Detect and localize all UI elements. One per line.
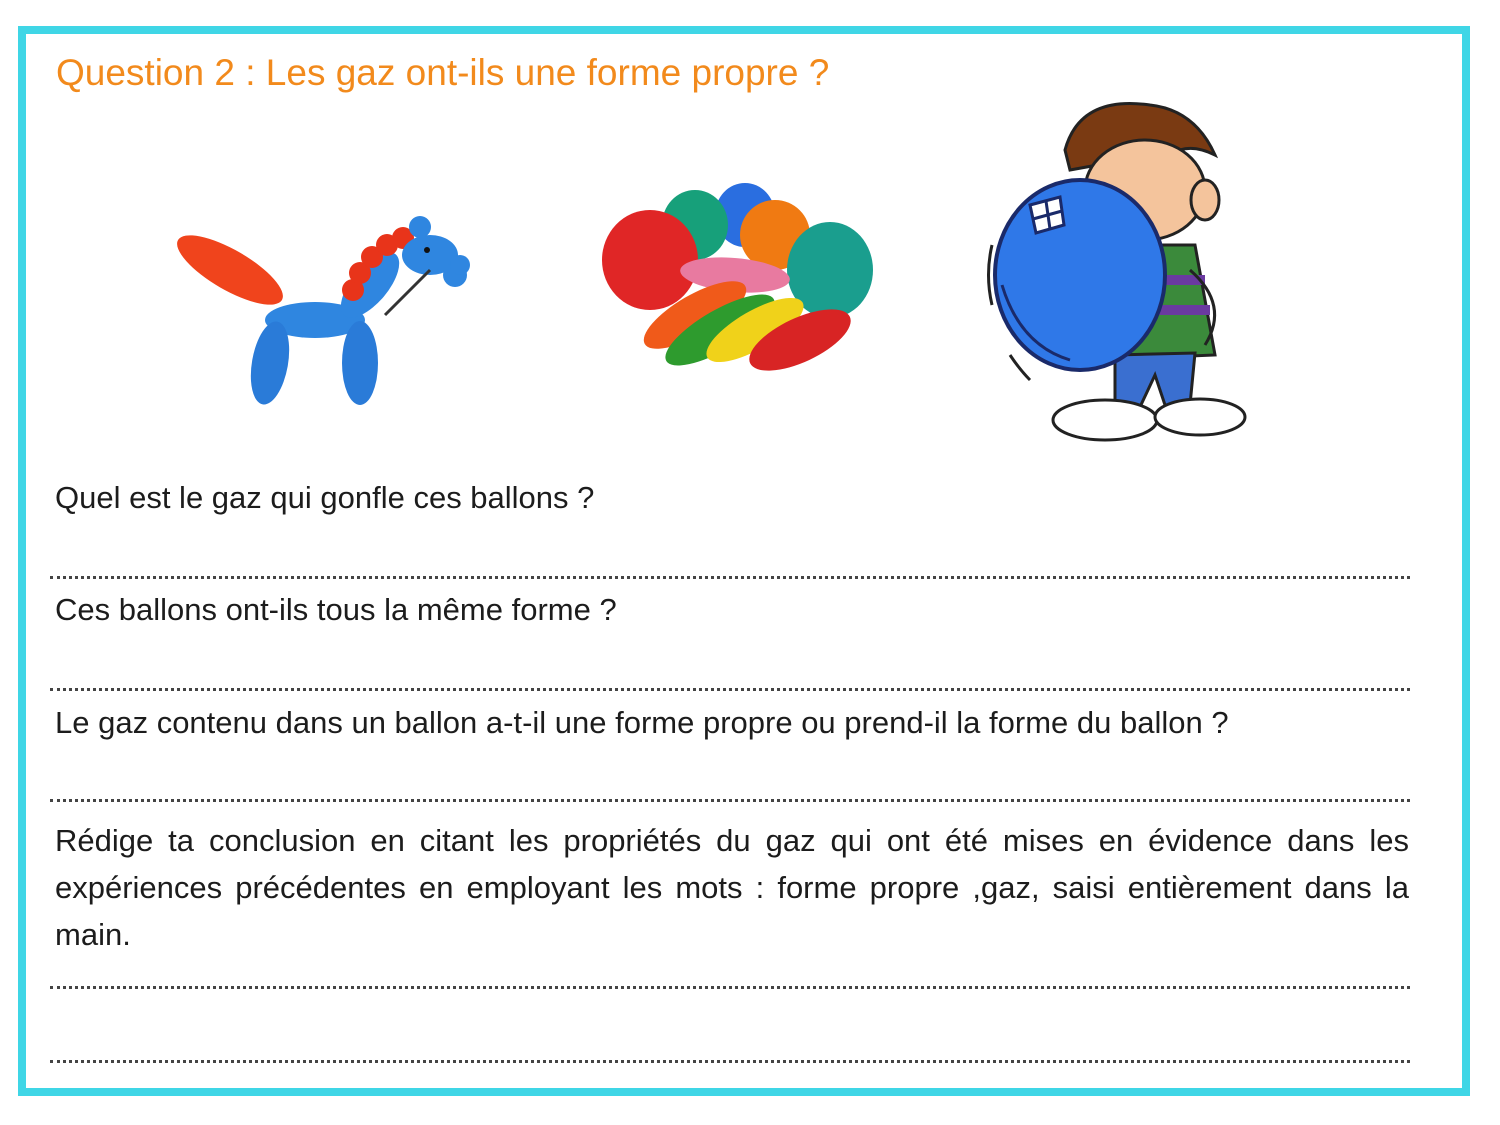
balloon-pile-icon <box>595 170 880 380</box>
question-2: Ces ballons ont-ils tous la même forme ? <box>55 592 617 627</box>
answer-line-2[interactable] <box>50 688 1410 691</box>
boy-blowing-balloon-icon <box>980 95 1280 450</box>
page-title: Question 2 : Les gaz ont-ils une forme propre ? <box>56 52 830 93</box>
conclusion-prompt: Rédige ta conclusion en citant les propriétés du gaz qui ont été mises en évidence dans les expériences précédentes en employant les mots : forme propre ,gaz, saisi entièrement dans la main. <box>55 823 1409 952</box>
question-1: Quel est le gaz qui gonfle ces ballons ? <box>55 480 595 515</box>
answer-line-4[interactable] <box>50 986 1410 989</box>
answer-line-3[interactable] <box>50 799 1410 802</box>
question-3: Le gaz contenu dans un ballon a-t-il une forme propre ou prend-il la forme du ballon ? <box>55 705 1229 740</box>
answer-line-5[interactable] <box>50 1060 1410 1063</box>
balloon-dog-icon <box>165 205 485 420</box>
answer-line-1[interactable] <box>50 576 1410 579</box>
